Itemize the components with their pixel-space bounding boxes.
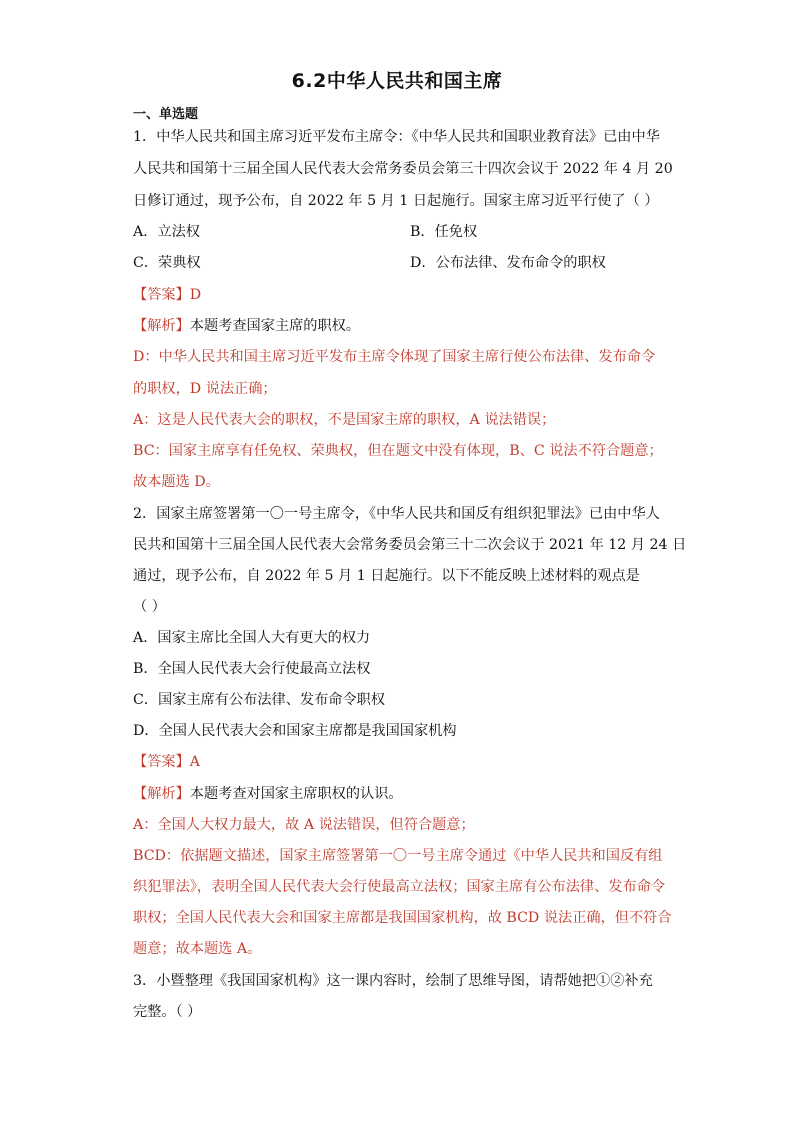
- q1-stem-line-1: 1．中华人民共和国主席习近平发布主席令：《中华人民共和国职业教育法》已由中华: [133, 129, 660, 145]
- answer-value: D: [189, 287, 202, 303]
- q2-explanation-line-3: 织犯罪法》，表明全国人民代表大会行使最高立法权；国家主席有公布法律、发布命令: [133, 879, 666, 895]
- q2-explanation-line-5: 题意；故本题选 A。: [133, 941, 262, 957]
- q1-explanation-line-5: 故本题选 D。: [133, 474, 220, 490]
- q1-explanation-line-3: A：这是人民代表大会的职权，不是国家主席的职权，A 说法错误；: [133, 412, 556, 428]
- answer-label: 【答案】: [133, 287, 190, 303]
- q2-option-a: A．国家主席比全国人大有更大的权力: [133, 630, 371, 646]
- q1-option-c: C．荣典权: [133, 255, 201, 271]
- q1-stem-line-3: 日修订通过，现予公布，自 2022 年 5 月 1 日起施行。国家主席习近平行使了（ ）: [133, 193, 659, 209]
- analysis-label: 【解析】: [133, 786, 190, 802]
- q1-explanation-line-4: BC：国家主席享有任免权、荣典权，但在题文中没有体现，B、C 说法不符合题意；: [133, 443, 663, 459]
- answer-label: 【答案】: [133, 754, 190, 770]
- q1-stem-line-2: 人民共和国第十三届全国人民代表大会常务委员会第三十四次会议于 2022 年 4 月 20: [133, 161, 673, 177]
- q1-explanation-line-2: 的职权，D 说法正确；: [133, 381, 277, 397]
- q2-stem-line-4: （ ）: [133, 599, 166, 615]
- q1-explanation-line-1: D：中华人民共和国主席习近平发布主席令体现了国家主席行使公布法律、发布命令: [133, 349, 656, 365]
- q2-option-b: B．全国人民代表大会行使最高立法权: [133, 661, 371, 677]
- page-title: 6.2中华人民共和国主席: [291, 70, 503, 92]
- answer-value: A: [189, 754, 201, 770]
- q2-explanation-line-2: BCD：依据题文描述，国家主席签署第一〇一号主席令通过《中华人民共和国反有组: [133, 848, 663, 864]
- q1-option-d: D．公布法律、发布命令的职权: [410, 255, 606, 271]
- q1-answer: [133, 285, 663, 305]
- q2-option-d: D．全国人民代表大会和国家主席都是我国国家机构: [133, 723, 457, 739]
- q2-explanation-line-1: A：全国人大权力最大，故 A 说法错误，但符合题意；: [133, 817, 475, 833]
- q2-analysis: [133, 784, 663, 804]
- analysis-text: 本题考查对国家主席职权的认识。: [189, 786, 403, 802]
- q1-option-b: B．任免权: [410, 224, 478, 240]
- q1-option-a: A．立法权: [133, 224, 200, 240]
- q2-option-c: C．国家主席有公布法律、发布命令职权: [133, 692, 386, 708]
- q3-stem-line-2: 完整。（ ）: [133, 1004, 202, 1020]
- q2-stem-line-1: 2．国家主席签署第一〇一号主席令，《中华人民共和国反有组织犯罪法》已由中华人: [133, 506, 660, 522]
- q1-analysis: [133, 316, 663, 336]
- q3-stem-line-1: 3．小暨整理《我国国家机构》这一课内容时，绘制了思维导图，请帮她把①②补充: [133, 973, 653, 989]
- section-heading: 一、单选题: [133, 107, 199, 122]
- q2-explanation-line-4: 职权；全国人民代表大会和国家主席都是我国国家机构，故 BCD 说法正确，但不符合: [133, 910, 672, 926]
- analysis-text: 本题考查国家主席的职权。: [189, 318, 361, 334]
- q2-stem-line-2: 民共和国第十三届全国人民代表大会常务委员会第三十二次会议于 2021 年 12 月 24 日: [133, 537, 687, 553]
- q2-stem-line-3: 通过，现予公布，自 2022 年 5 月 1 日起施行。以下不能反映上述材料的观点是: [133, 568, 640, 584]
- q2-answer: [133, 752, 663, 772]
- analysis-label: 【解析】: [133, 318, 190, 334]
